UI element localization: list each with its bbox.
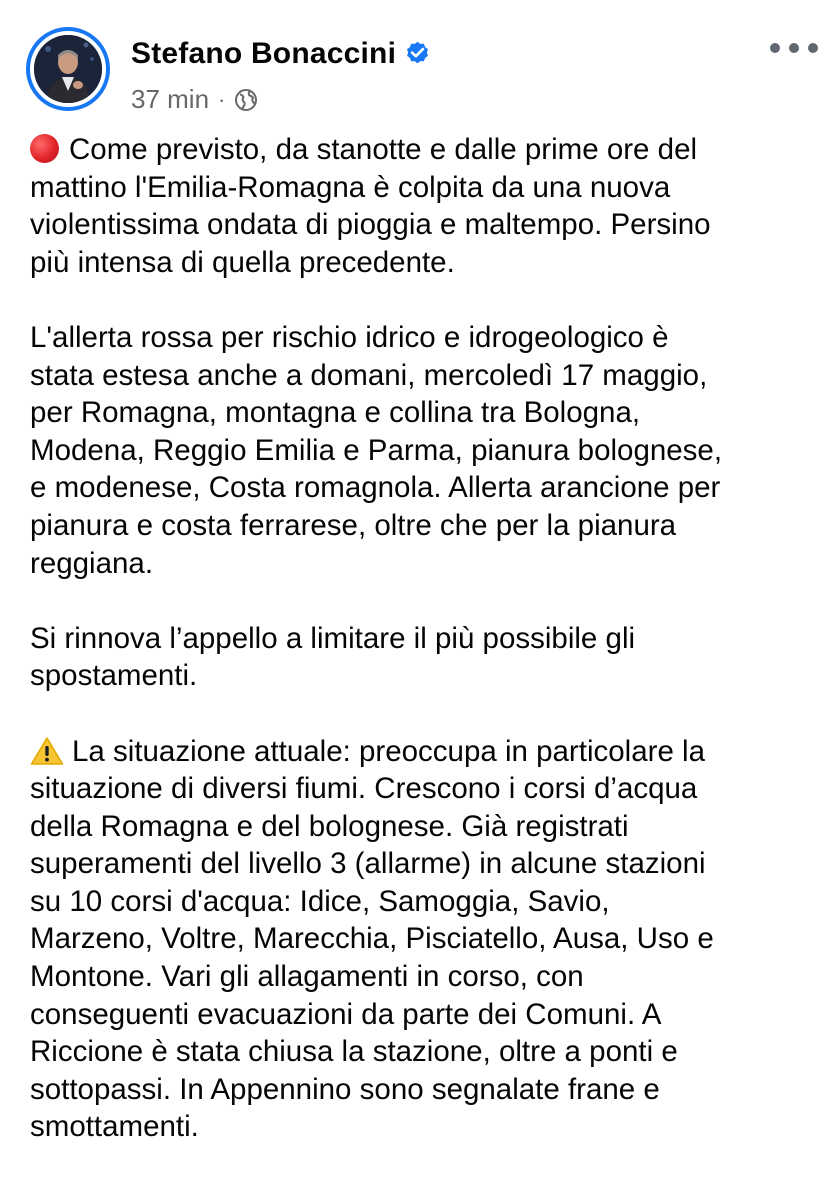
text-line: reggiana.: [30, 546, 154, 580]
text-line: situazione di diversi fiumi. Crescono i corsi d’acqua: [30, 772, 698, 806]
post-meta: [131, 84, 258, 115]
author-avatar[interactable]: [26, 27, 110, 111]
text-line: per Romagna, montagna e collina tra Bologna,: [30, 396, 641, 430]
post-text: [30, 131, 825, 1184]
text-line: pianura e costa ferrarese, oltre che per la pianura: [30, 508, 677, 542]
post-header: [0, 0, 840, 125]
text-line: [30, 733, 825, 771]
text-line: Modena, Reggio Emilia e Parma, pianura bolognese,: [30, 433, 723, 467]
text-line: Riccione è stata chiusa la stazione, oltre a ponti e: [30, 1035, 678, 1069]
text-line: violentissima ondata di pioggia e maltempo. Persino: [30, 208, 711, 242]
post-paragraph-2: [30, 319, 825, 582]
text-line: Marzeno, Voltre, Marecchia, Pisciatello, Ausa, Uso e: [30, 922, 714, 956]
text-line: Montone. Vari gli allagamenti in corso, con: [30, 960, 584, 994]
text-line: più intensa di quella precedente.: [30, 245, 455, 279]
text-line: conseguenti evacuazioni da parte dei Comuni. A: [30, 997, 662, 1031]
text-line: [30, 131, 825, 169]
more-options-button[interactable]: [770, 34, 818, 62]
text-line: superamenti del livello 3 (allarme) in alcune stazioni: [30, 847, 706, 881]
text-line: mattino l'Emilia-Romagna è colpita da una nuova: [30, 170, 671, 204]
post-paragraph-4: [30, 733, 825, 1147]
red-circle-icon: [30, 134, 59, 163]
warning-icon: [30, 736, 64, 766]
post-paragraph-1: [30, 131, 825, 281]
meta-separator: ·: [218, 86, 226, 112]
post-paragraph-3: [30, 620, 825, 695]
text-line-content: La situazione attuale: preoccupa in particolare la: [72, 734, 706, 768]
post-timestamp[interactable]: 37 min: [131, 84, 210, 114]
text-line: smottamenti.: [30, 1110, 199, 1144]
avatar-photo: [34, 35, 102, 103]
text-line: stata estesa anche a domani, mercoledì 17 maggio,: [30, 358, 708, 392]
text-line: della Romagna e del bolognese. Già registrati: [30, 809, 629, 843]
text-line: sottopassi. In Appennino sono segnalate frane e: [30, 1072, 660, 1106]
text-line: e modenese, Costa romagnola. Allerta arancione per: [30, 471, 721, 505]
avatar-person-icon: [34, 35, 102, 103]
text-line: spostamenti.: [30, 659, 198, 693]
text-line-content: Come previsto, da stanotte e dalle prime ore del: [69, 133, 698, 166]
text-line: su 10 corsi d'acqua: Idice, Samoggia, Savio,: [30, 884, 610, 918]
globe-icon[interactable]: [234, 88, 258, 112]
verified-badge-icon: [404, 39, 431, 66]
text-line: L'allerta rossa per rischio idrico e idrogeologico è: [30, 320, 669, 354]
author-name-row: [131, 37, 431, 71]
text-line: Si rinnova l’appello a limitare il più possibile gli: [30, 621, 636, 655]
more-options-icon-dot: [789, 43, 799, 53]
more-options-icon-dot: [808, 43, 818, 53]
more-options-icon: [770, 43, 780, 53]
author-name[interactable]: Stefano Bonaccini: [131, 37, 397, 70]
